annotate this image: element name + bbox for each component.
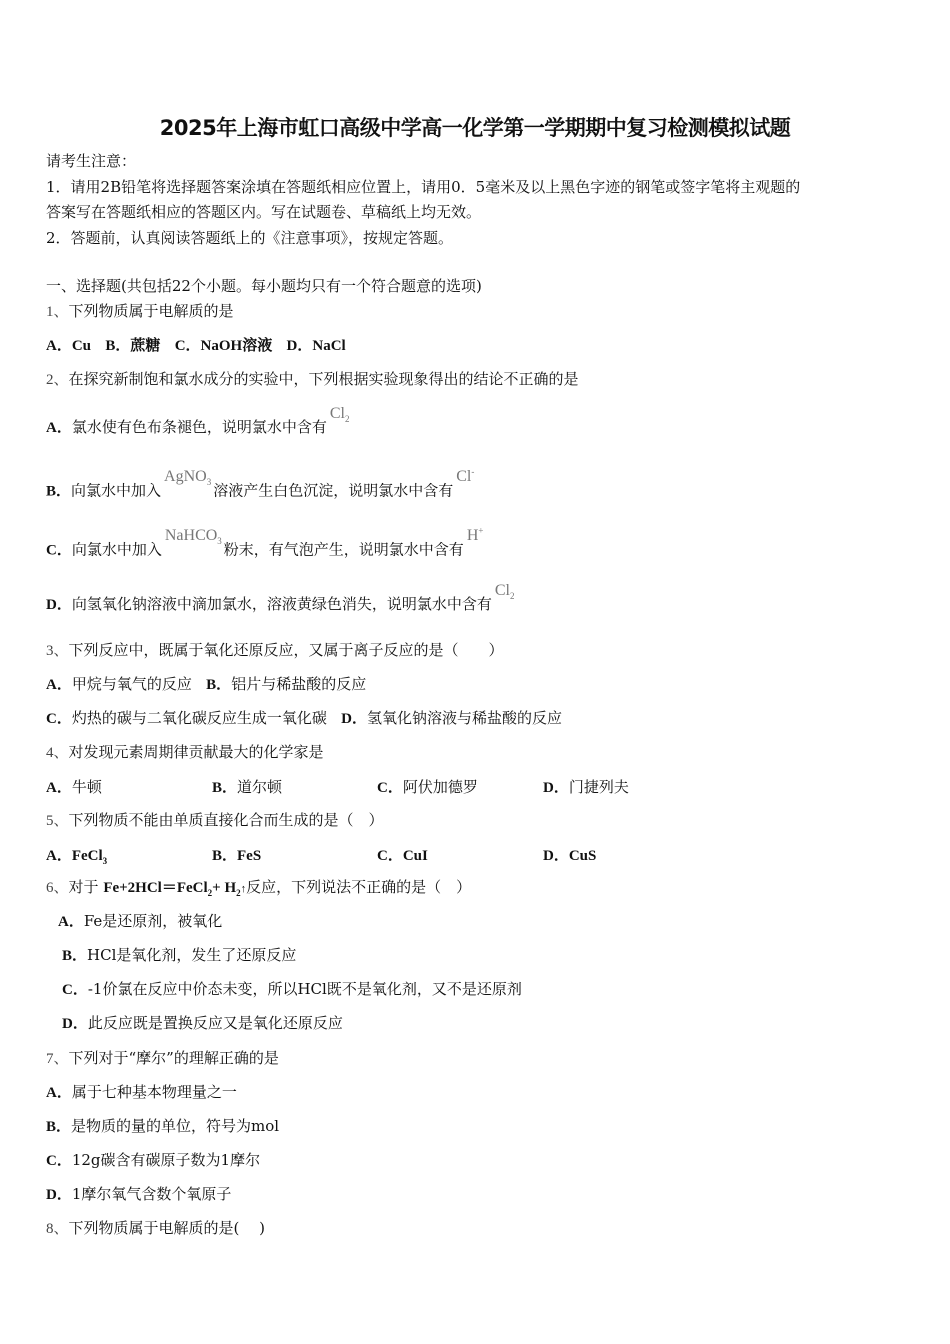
question-3 (46, 640, 504, 661)
formula (456, 468, 474, 485)
question-stem: 下列物质属于电解质的是 (68, 302, 234, 320)
option-a[interactable] (46, 338, 91, 354)
option-text: 粉末，有气泡产生，说明氯水中含有 (223, 540, 464, 559)
option-d[interactable] (287, 338, 346, 354)
question-stem: 下列物质不能由单质直接化合而生成的是（ ） (68, 811, 384, 829)
gas-arrow-icon: ↑ (240, 883, 247, 895)
question-2-option-c[interactable] (46, 526, 485, 566)
option-letter: A． (58, 914, 84, 930)
formula-subscript: 2 (509, 591, 515, 602)
question-stem-pre: 对于 (68, 878, 99, 896)
option-letter: A． (46, 338, 72, 354)
question-number: 2、 (46, 372, 69, 388)
option-b[interactable] (105, 338, 160, 354)
option-letter: B． (212, 848, 238, 864)
option-text: 灼热的碳与二氧化碳反应生成一氧化碳 (71, 709, 327, 727)
option-letter: D． (46, 1187, 72, 1203)
option-letter: C． (46, 1153, 72, 1169)
option-a[interactable] (46, 675, 192, 693)
option-letter: A． (46, 780, 72, 796)
reagent-formula (164, 468, 212, 488)
option-a[interactable] (46, 844, 107, 866)
equation-part: + H (212, 880, 237, 896)
option-text: 氯水使有色布条褪色，说明氯水中含有 (71, 418, 327, 436)
formula (494, 582, 515, 602)
question-6 (46, 877, 471, 903)
option-b[interactable] (206, 675, 366, 693)
option-b[interactable] (212, 776, 282, 797)
question-6-option-b[interactable] (62, 945, 296, 966)
option-text: 道尔顿 (237, 778, 283, 796)
question-7-option-b[interactable] (46, 1116, 279, 1137)
question-8 (46, 1218, 265, 1239)
formula-subscript: 3 (102, 856, 108, 866)
option-text: 是物质的量的单位，符号为mol (71, 1117, 280, 1135)
option-a[interactable] (46, 776, 102, 797)
question-stem: 下列物质属于电解质的是( ) (68, 1219, 265, 1237)
question-stem: 对发现元素周期律贡献最大的化学家是 (68, 743, 324, 761)
question-number: 1、 (46, 304, 69, 320)
option-letter: A． (46, 1085, 72, 1101)
formula-base: NaHCO (164, 527, 218, 545)
question-number: 4、 (46, 745, 69, 761)
option-letter: D． (46, 597, 72, 613)
equation-part: Fe+2HCl＝FeCl (103, 880, 208, 896)
option-letter: D． (543, 780, 569, 796)
option-letter: A． (46, 420, 72, 436)
option-letter: B． (62, 948, 88, 964)
option-c[interactable] (46, 709, 327, 727)
question-3-options-row-1 (46, 674, 366, 695)
option-letter: B． (212, 780, 238, 796)
option-c[interactable] (175, 338, 273, 354)
option-text: 铝片与稀盐酸的反应 (231, 675, 367, 693)
option-text: CuI (402, 848, 428, 864)
option-letter: B． (105, 338, 131, 354)
option-letter: D． (286, 338, 313, 354)
page-title: 2025年上海市虹口高级中学高一化学第一学期期中复习检测模拟试题 (159, 116, 791, 140)
question-stem: 下列反应中，既属于氧化还原反应，又属于离子反应的是（ ） (68, 641, 504, 659)
formula-base: Cl (456, 468, 472, 486)
option-text: 溶液产生白色沉淀，说明氯水中含有 (213, 481, 454, 500)
formula-subscript: 3 (206, 477, 212, 488)
option-letter: B． (206, 677, 232, 693)
option-text: 牛顿 (71, 778, 102, 796)
question-number: 8、 (46, 1221, 69, 1237)
option-text: FeS (237, 848, 262, 864)
question-7-option-d[interactable] (46, 1184, 231, 1205)
option-letter: A． (46, 677, 72, 693)
notice-item-1-line-2: 答案写在答题纸相应的答题区内。写在试题卷、草稿纸上均无效。 (46, 203, 482, 221)
formula (329, 405, 350, 425)
question-stem: 在探究新制饱和氯水成分的实验中，下列根据实验现象得出的结论不正确的是 (68, 370, 579, 388)
question-7-option-a[interactable] (46, 1082, 237, 1103)
question-6-option-a[interactable] (58, 911, 222, 932)
option-text: Cu (71, 338, 92, 354)
option-text: 氢氧化钠溶液与稀盐酸的反应 (367, 709, 563, 727)
option-text: NaCl (312, 338, 346, 354)
option-text: 门捷列夫 (568, 778, 629, 796)
option-b[interactable] (212, 844, 261, 865)
option-text: 12g碳含有碳原子数为1摩尔 (71, 1151, 261, 1169)
option-letter: B． (46, 483, 72, 500)
option-d[interactable] (543, 776, 629, 797)
question-1 (46, 301, 234, 322)
option-text: CuS (568, 848, 597, 864)
option-letter: C． (174, 338, 201, 354)
question-2 (46, 369, 579, 390)
option-letter: D． (543, 848, 569, 864)
question-number: 6、 (46, 880, 69, 896)
option-letter: C． (377, 848, 403, 864)
formula-superscript: - (471, 467, 475, 477)
formula-base: Cl (494, 582, 510, 599)
formula-subscript: 2 (344, 414, 350, 425)
question-stem: 下列对于“摩尔”的理解正确的是 (68, 1049, 279, 1067)
question-1-options (46, 335, 346, 356)
question-5 (46, 810, 384, 831)
option-text: 蔗糖 (130, 338, 161, 354)
formula-base: H (466, 527, 479, 545)
question-6-option-d[interactable] (62, 1013, 343, 1034)
option-text: 向氢氧化钠溶液中滴加氯水，溶液黄绿色消失，说明氯水中含有 (71, 595, 492, 613)
option-letter: B． (46, 1119, 72, 1135)
option-text: FeCl (71, 848, 103, 864)
equation-subscript: 2 (236, 888, 241, 898)
question-4 (46, 742, 324, 763)
formula-base: Cl (329, 405, 345, 422)
option-letter: C． (62, 982, 88, 998)
notice-item-2: 2．答题前，认真阅读答题纸上的《注意事项》，按规定答题。 (46, 229, 454, 247)
option-text: 此反应既是置换反应又是氧化还原反应 (87, 1014, 343, 1032)
question-2-option-d[interactable] (46, 582, 516, 620)
option-letter: C． (46, 542, 72, 559)
question-6-option-c[interactable] (62, 979, 522, 1000)
question-stem: 反应，下列说法不正确的是（ ） (246, 878, 472, 896)
option-c[interactable] (377, 844, 428, 865)
question-number: 5、 (46, 813, 69, 829)
question-7 (46, 1048, 279, 1069)
option-text: -1价氯在反应中价态未变，所以HCl既不是氧化剂，又不是还原剂 (87, 980, 522, 998)
option-text: Fe是还原剂，被氧化 (83, 912, 223, 930)
option-d[interactable] (341, 709, 562, 727)
notice-item-1-line-1: 1．请用2B铅笔将选择题答案涂填在答题纸相应位置上，请用0．5毫米及以上黑色字迹的钢笔或签字笔将主观题的 (46, 178, 801, 196)
option-text: 1摩尔氧气含数个氧原子 (71, 1185, 232, 1203)
option-text: 阿伏加德罗 (402, 778, 478, 796)
option-text: NaOH溶液 (200, 338, 273, 354)
option-d[interactable] (543, 844, 596, 865)
question-3-options-row-2 (46, 708, 562, 729)
equation-subscript: 2 (207, 888, 213, 898)
formula-base: AgNO (164, 468, 207, 486)
reagent-formula (164, 527, 222, 547)
question-7-option-c[interactable] (46, 1150, 260, 1171)
formula-subscript: 3 (217, 536, 222, 547)
section-heading: 一、选择题(共包括22个小题。每小题均只有一个符合题意的选项) (46, 277, 482, 295)
formula (467, 527, 484, 544)
option-text-pre: 向氯水中加入 (71, 540, 162, 559)
option-text-pre: 向氯水中加入 (71, 481, 162, 500)
option-c[interactable] (377, 776, 478, 797)
question-2-option-b[interactable] (46, 467, 476, 507)
option-letter: C． (377, 780, 403, 796)
option-text: 属于七种基本物理量之一 (71, 1083, 237, 1101)
formula-superscript: + (478, 526, 484, 536)
question-2-option-a[interactable] (46, 405, 351, 443)
question-number: 3、 (46, 643, 69, 659)
chemical-equation (103, 880, 246, 896)
question-number: 7、 (46, 1051, 69, 1067)
option-text: 甲烷与氧气的反应 (71, 675, 192, 693)
option-letter: C． (46, 711, 72, 727)
notice-heading: 请考生注意： (46, 152, 137, 170)
option-text: HCl是氧化剂，发生了还原反应 (87, 946, 297, 964)
option-letter: D． (62, 1016, 88, 1032)
option-letter: A． (46, 848, 72, 864)
option-letter: D． (341, 711, 368, 727)
